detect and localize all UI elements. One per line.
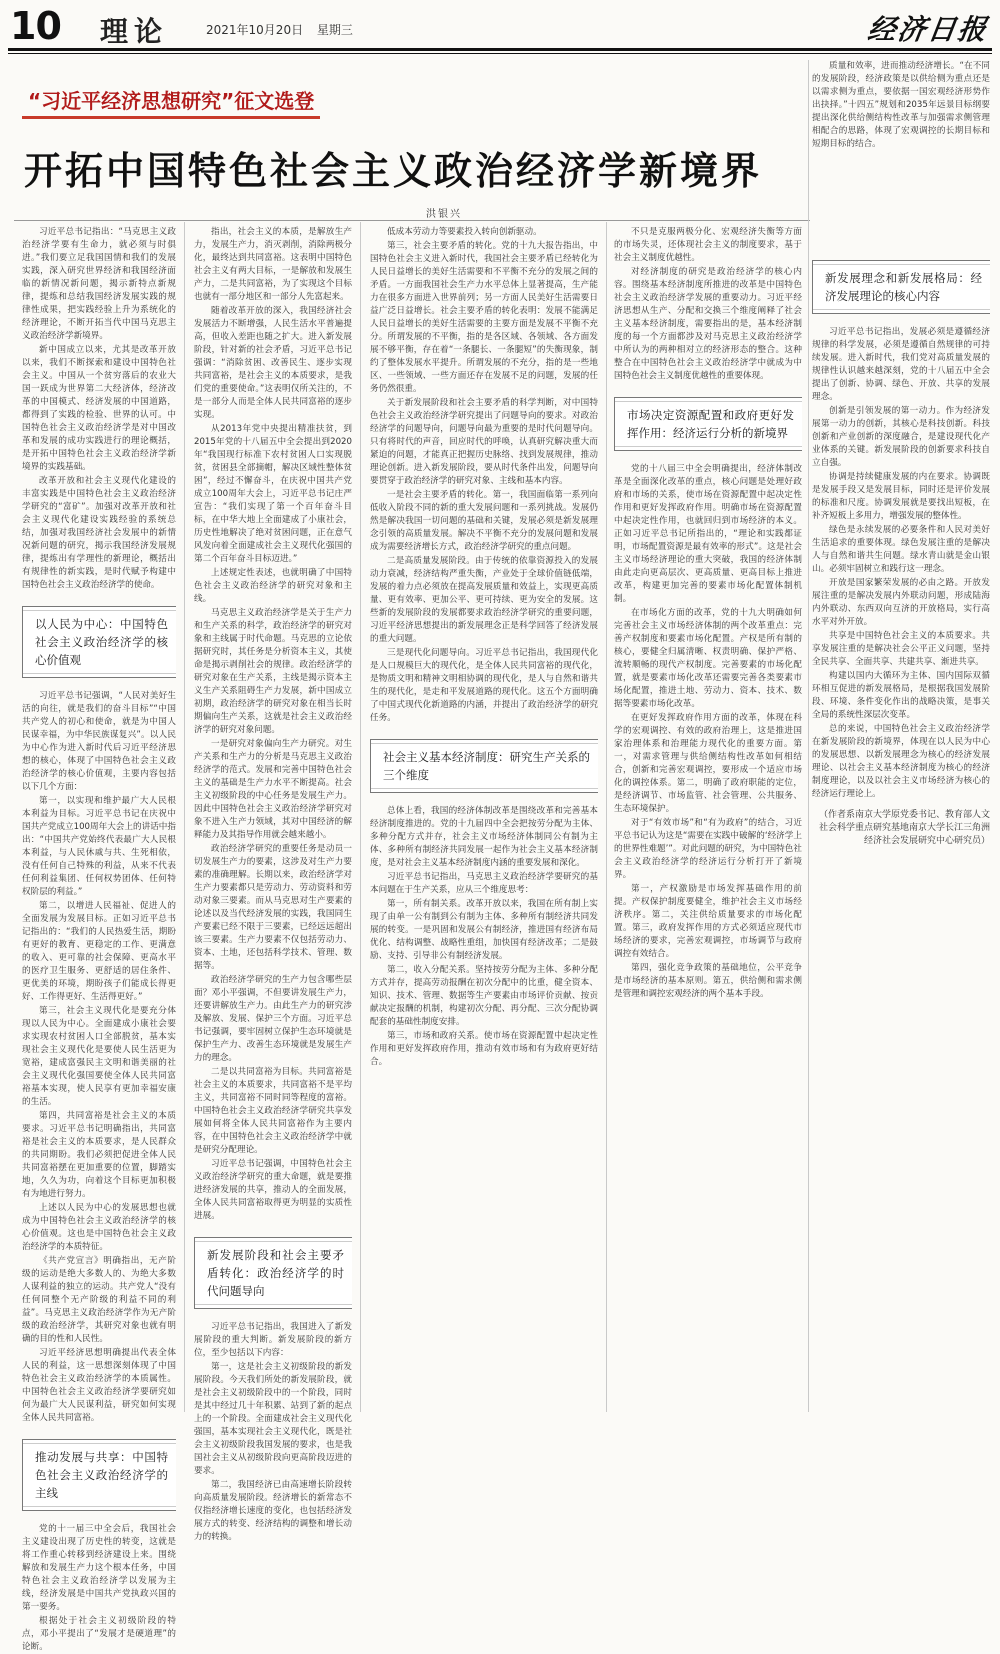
paragraph: 第三，社会主要矛盾的转化。党的十九大报告指出，中国特色社会主义进入新时代，我国社会主要矛盾已经转化为人民日益增长的美好生活需要和不平衡不充分的发展之间的矛盾。一方面我国社会生产力水平总体上显著提高，生产能力在很多方面进入世界前列；另一方面人民美好生活需要日益广泛日益增长。社会主要矛盾的转化表明：发展不能满足人民日益增长的美好生活需要的主要方面是发展不平衡不充分。所谓发展的不平衡，指的是各区域、各领域、各方面发展不够平衡，存在着“一条腿长、一条腿短”的失衡现象，制约了整体发展水平提升。所谓发展的不充分，指的是一些地区、一些领域、一些方面还存在发展不足的问题，发展的任务仍然很重。 (370, 241, 598, 394)
section-subhead: 新发展阶段和社会主要矛盾转化：政治经济学的时代问题导向 (194, 1237, 352, 1309)
paragraph: 习近平经济思想明确提出代表全体人民的利益，这一思想深刻体现了中国特色社会主义政治经济学的本质属性。中国特色社会主义政治经济学要研究如何为最广大人民谋利益，研究如何实现全体人民共同富裕。 (22, 1348, 176, 1423)
column-divider (808, 60, 809, 1412)
paragraph: 总的来说，中国特色社会主义政治经济学在新发展阶段的新境界，体现在以人民为中心的发展思想、以新发展理念为核心的经济发展理论、以社会主义基本经济制度为核心的经济制度理论，以及以社会主义市场经济为核心的经济运行理论上。 (812, 724, 990, 799)
paragraph: 一是研究对象偏向生产力研究。对生产关系和生产力的分析是马克思主义政治经济学的范式。发展和完善中国特色社会主义的基础是生产力水平不断提高。社会主义初级阶段的中心任务是发展生产力。因此中国特色社会主义政治经济学研究对象不进入生产力领域，其对中国经济的解释能力及其指导作用就会越来越小。 (194, 739, 352, 840)
text-column-4 (614, 226, 802, 1412)
paragraph: 质量和效率，进而推动经济增长。“在不同的发展阶段，经济政策是以供给侧为重点还是以需求侧为重点，要依据一国宏观经济形势作出抉择。”十四五”规划和2035年远景目标纲要提出深化供给侧结构性改革与加强需求侧管理相配合的思路，体现了宏观调控的长期目标和短期目标的结合。 (812, 61, 990, 149)
paragraph: 在更好发挥政府作用方面的改革，体现在科学的宏观调控、有效的政府治理上，这是推进国家治理体系和治理能力现代化的重要方面。第一，对需求管理与供给侧结构性改革如何相结合，创新和完善宏观调控，要形成一个适应市场化的调控体系。第二，明确了政府职能的定位，是经济调节、市场监管、社会管理、公共服务、生态环境保护。 (614, 713, 802, 814)
paragraph: 《共产党宣言》明确指出，无产阶级的运动是绝大多数人的、为绝大多数人谋利益的独立的运动。共产党人“没有任何同整个无产阶级的利益不同的利益”。马克思主义政治经济学作为无产阶级的政治经济学，其研究对象也就有明确的目的性和人民性。 (22, 1256, 176, 1344)
paragraph: 二是以共同富裕为目标。共同富裕是社会主义的本质要求，共同富裕不是平均主义，共同富裕不同时同等程度的富裕。中国特色社会主义政治经济学研究共享发展如何将全体人民共同富裕作为主要内容，在中国特色社会主义政治经济学中就是研究分配理论。 (194, 1067, 352, 1155)
issue-date-line (206, 21, 363, 38)
paragraph: 协调是持续健康发展的内在要求。协调既是发展手段又是发展目标，同时还是评价发展的标准和尺度。协调发展就是要找出短板，在补齐短板上多用力，增强发展的整体性。 (812, 472, 990, 521)
newspaper-logo: 经济日报 (865, 13, 991, 46)
paragraph: 马克思主义政治经济学是关于生产力和生产关系的科学，政治经济学的研究对象和主线属于时代命题。马克思的立论依据研究时，其任务是分析资本主义，其使命是揭示剥削社会的规律。政治经济学的研究对象在生产关系，主线是揭示资本主义生产关系阻碍生产力发展，新中国成立初期，政治经济学的研究对象在相当长时期偏向生产关系，这就是社会主义政治经济学的研究对象问题。 (194, 608, 352, 735)
section-subhead: 社会主义基本经济制度：研究生产关系的三个维度 (370, 739, 598, 793)
section-name: 理论 (100, 15, 169, 48)
column-divider (606, 222, 607, 1412)
paragraph: 改革开放和社会主义现代化建设的丰富实践是中国特色社会主义政治经济学研究的“富矿”。加强对改革开放和社会主义现代化建设实践经验的系统总结，加强对我国经济社会发展中的新情况新问题的研究，揭示我国经济发展规律，提炼出有学理性的新理论，概括出有规律性的新实践，是时代赋予构建中国特色社会主义政治经济学的使命。 (22, 476, 176, 590)
masthead-rule (8, 48, 992, 51)
section-subhead: 新发展理念和新发展格局：经济发展理论的核心内容 (812, 260, 990, 314)
paragraph: 共享是中国特色社会主义的本质要求。共享发展注重的是解决社会公平正义问题，坚持全民共享、全面共享、共建共享、渐进共享。 (812, 631, 990, 667)
paragraph: 第一，这是社会主义初级阶段的新发展阶段。今天我们所处的新发展阶段，就是社会主义初级阶段中的一个阶段，同时是其中经过几十年积累、站到了新的起点上的一个阶段。全面建成社会主义现代化强国，基本实现社会主义现代化，既是社会主义初级阶段我国发展的要求，也是我国社会主义从初级阶段向更高阶段迈进的要求。 (194, 1362, 352, 1476)
paragraph: 上述规定性表述，也就明确了中国特色社会主义政治经济学的研究对象和主线。 (194, 568, 352, 604)
paragraph: 第四，强化竞争政策的基础地位，公平竞争是市场经济的基本原则。第五，供给侧和需求侧是管理和调控宏观经济的两个基本手段。 (614, 963, 802, 999)
paragraph: 习近平总书记指出，我国进入了新发展阶段的重大判断。新发展阶段的新方位，至少包括以下内容： (194, 1322, 352, 1358)
paragraph: 习近平总书记指出，发展必须是遵循经济规律的科学发展，必须是遵循自然规律的可持续发展。进入新时代，我们党对高质量发展的规律性认识越来越深刻，党的十八届五中全会提出了创新、协调、绿色、开放、共享的发展理念。 (812, 327, 990, 402)
section-subhead: 推动发展与共享：中国特色社会主义政治经济学的主线 (22, 1439, 176, 1511)
paragraph: 第一，以实现和维护最广大人民根本利益为目标。习近平总书记在庆祝中国共产党成立100周年大会上的讲话中指出：“中国共产党始终代表最广大人民根本利益，与人民休戚与共、生死相依，没有任何自己特殊的利益，从来不代表任何利益集团、任何权势团体、任何特权阶层的利益。” (22, 796, 176, 897)
paragraph: 在市场化方面的改革，党的十九大明确如何完善社会主义市场经济体制的两个改革重点：完善产权制度和要素市场化配置。产权是所有制的核心，要健全归属清晰、权责明确、保护严格、流转顺畅的现代产权制度。完善要素的市场化配置，就是要素市场化改革还需要完善各类要素市场化配置，推进土地、劳动力、资本、技术、数据等要素市场化改革。 (614, 608, 802, 709)
paragraph: 党的十八届三中全会明确提出，经济体制改革是全面深化改革的重点，核心问题是处理好政府和市场的关系，使市场在资源配置中起决定性作用和更好发挥政府作用。明确市场在资源配置中起决定性作用，也就回归到市场经济的本义。正如习近平总书记所指出的，“理论和实践都证明，市场配置资源是最有效率的形式”。这是社会主义市场经济理论的重大突破，我国的经济体制由此走向更高层次、更高质量、更高目标上推进改革，构建更加完善的要素市场化配置体制机制。 (614, 464, 802, 604)
article-byline: 洪银兴 (426, 209, 462, 220)
paragraph: 低成本劳动力等要素投入转向创新驱动。 (387, 227, 542, 237)
paragraph: 第一，产权激励是市场发挥基础作用的前提。产权保护制度要健全，维护社会主义市场经济秩序。第二，关注供给质量要求的市场化配置。第三，政府发挥作用的方式必须适应现代市场经济的要求，完善宏观调控，市场调节与政府调控有效结合。 (614, 884, 802, 959)
paragraph: 创新是引领发展的第一动力。作为经济发展第一动力的创新，其核心是科技创新。科技创新和产业创新的深度融合，是建设现代化产业体系的关键。新发展阶段的创新要求科技自立自强。 (812, 406, 990, 468)
paragraph: 总体上看，我国的经济体制改革是围绕改革和完善基本经济制度推进的。党的十九届四中全会把按劳分配为主体、多种分配方式并存，社会主义市场经济体制同公有制为主体、多种所有制经济共同发展一起作为社会主义基本经济制度，是对社会主义基本经济制度内涵的重要发展和深化。 (370, 806, 598, 868)
paragraph: 第四，共同富裕是社会主义的本质要求。习近平总书记明确指出，共同富裕是社会主义的本质要求，是人民群众的共同期盼。我们必须把促进全体人民共同富裕摆在更加重要的位置，脚踏实地，久久为功，向着这个目标更加积极有为地进行努力。 (22, 1111, 176, 1199)
paragraph: 习近平总书记强调，中国特色社会主义政治经济学研究的重大命题，就是要推进经济发展的共享，推动人的全面发展，全体人民共同富裕取得更为明显的实质性进展。 (194, 1159, 352, 1221)
paragraph: 一是社会主要矛盾的转化。第一，我国面临第一系列向低收入阶段不同的新的重大发展问题和一系列挑战。发展仍然是解决我国一切问题的基础和关键，发展必须是新发展理念引领的高质量发展。解决不平衡不充分的发展问题和发展成为需要经济增长方式，政治经济学研究的重点问题。 (370, 490, 598, 552)
text-column-3 (370, 226, 598, 1412)
paragraph: 对于“有效市场”和“有为政府”的结合，习近平总书记认为这是“需要在实践中破解的‘经济学上的世界性难题’”。对此问题的研究，为中国特色社会主义政治经济学的经济运行分析打开了新境界。 (614, 818, 802, 880)
paragraph: 关于新发展阶段和社会主要矛盾的科学判断，对中国特色社会主义政治经济学研究提出了问题导向的要求。对政治经济学的问题导向，问题导向最为重要的是时代问题导向。只有将时代的声音，回应时代的呼唤，认真研究解决重大而紧迫的问题，才能真正把握历史脉络、找到发展规律，推动理论创新。进入新发展阶段，要从时代条件出发，问题导向要贯穿于政治经济学的研究对象、主线和基本内容。 (370, 398, 598, 486)
issue-date: 2021年10月20日 (206, 23, 304, 37)
paragraph: 上述以人民为中心的发展思想也就成为中国特色社会主义政治经济学的核心价值观。这也是中国特色社会主义政治经济学的本质特征。 (22, 1203, 176, 1252)
paragraph: 政治经济学研究的重要任务是动员一切发展生产力的要素，这涉及对生产力要素的准确理解。长期以来，政治经济学对生产力要素都只是劳动力、劳动资料和劳动对象三要素。而从马克思对生产要素的论述以及当代经济发展的实践，我国同生产要素已经不限于三要素，已经远远超出该三要素。生产力要素不仅包括劳动力、资本、土地，还包括科学技术、管理、数据等。 (194, 844, 352, 971)
section-subhead: 以人民为中心：中国特色社会主义政治经济学的核心价值观 (22, 606, 176, 678)
paragraph: 根据处于社会主义初级阶段的特点，邓小平提出了“发展才是硬道理”的论断。 (22, 1616, 176, 1652)
paragraph: 第二，以增进人民福祉、促进人的全面发展为发展目标。正如习近平总书记指出的：“我们的人民热爱生活，期盼有更好的教育、更稳定的工作、更满意的收入、更可靠的社会保障、更高水平的医疗卫生服务、更舒适的居住条件、更优美的环境，期盼孩子们能成长得更好、工作得更好、生活得更好。” (22, 901, 176, 1002)
paragraph: 第二，收入分配关系。坚持按劳分配为主体、多种分配方式并存，提高劳动报酬在初次分配中的比重，健全资本、知识、技术、管理、数据等生产要素由市场评价贡献、按贡献决定报酬的机制，构建初次分配、再分配、三次分配协调配套的基础性制度安排。 (370, 965, 598, 1027)
text-column-2 (194, 226, 352, 1542)
paragraph: 习近平总书记强调，“人民对美好生活的向往，就是我们的奋斗目标”“中国共产党人的初心和使命，就是为中国人民谋幸福，为中华民族谋复兴”。以人民为中心作为进入新时代后习近平经济思想的核心，体现了中国特色社会主义政治经济学的核心价值观，主要内容包括以下几个方面： (22, 691, 176, 792)
masthead-rule-thin (8, 53, 992, 54)
column-divider (360, 222, 361, 1412)
author-note (812, 809, 990, 848)
masthead (8, 6, 992, 46)
paragraph: 新中国成立以来，尤其是改革开放以来，我们不断探索和建设中国特色社会主义。中国从一个贫穷落后的农业大国一跃成为世界第二大经济体，经济改革的中国模式、经济发展的中国道路，都得到了实践的检验、世界的认可。中国特色社会主义政治经济学是对中国改革和发展的成功实践进行的理论概括，是开拓中国特色社会主义政治经济学新境界的实践基础。 (22, 345, 176, 472)
text-column-1 (22, 226, 176, 1652)
paragraph: 对经济制度的研究是政治经济学的核心内容。围绕基本经济制度所推进的改革是中国特色社会主义政治经济学发展的重要动力。习近平经济思想从生产、分配和交换三个维度阐释了社会主义基本经济制度，需要指出的是，基本经济制度的每一个方面都涉及对马克思主义政治经济学中所认为的两种相对立的经济形态的整合。这种整合在中国特色社会主义政治经济学中就成为中国特色社会主义制度优越性的重要体现。 (614, 267, 802, 381)
paragraph: 第二，我国经济已由高速增长阶段转向高质量发展阶段。经济增长的新常态不仅指经济增长速度的变化，也包括经济发展方式的转变、经济结构的调整和增长动力的转换。 (194, 1480, 352, 1542)
paragraph: 随着改革开放的深入，我国经济社会发展活力不断增强，人民生活水平普遍提高，但收入差距也随之扩大。进入新发展阶段，针对新的社会矛盾，习近平总书记强调：“消除贫困、改善民生、逐步实现共同富裕，是社会主义的本质要求，是我们党的重要使命。”这表明仅所关注的，不是一部分人而是全体人民共同富裕的逐步实现。 (194, 306, 352, 420)
paragraph: 政治经济学研究的生产力包含哪些层面？邓小平强调，不但要讲发展生产力，还要讲解放生产力。由此生产力的研究涉及解放、发展、保护三个方面。习近平总书记强调，要牢固树立保护生态环境就是保护生产力、改善生态环境就是发展生产力的理念。 (194, 975, 352, 1063)
paragraph: 构建以国内大循环为主体、国内国际双循环相互促进的新发展格局，是根据我国发展阶段、环境、条件变化作出的战略决策，是事关全局的系统性深层次变革。 (812, 671, 990, 720)
paragraph: 三是现代化问题导向。习近平总书记指出，我国现代化是人口规模巨大的现代化，是全体人民共同富裕的现代化，是物质文明和精神文明相协调的现代化，是人与自然和谐共生的现代化，是走和平发展道路的现代化。这五个方面明确了中国式现代化新道路的内涵，并提出了政治经济学的研究任务。 (370, 648, 598, 723)
right-column-top (812, 60, 990, 222)
paragraph: 第三，社会主义现代化是要充分体现以人民为中心。全面建成小康社会要求实现农村贫困人口全部脱贫，基本实现社会主义现代化是要使人民生活更为宽裕，建成富强民主文明和谐美丽的社会主义现代化强国要使全体人民共同富裕基本实现，使人民享有更加幸福安康的生活。 (22, 1006, 176, 1107)
column-kicker: “习近平经济思想研究”征文选登 (22, 86, 320, 119)
paragraph: 不只是克服两极分化、宏观经济失衡等方面的市场失灵，还体现社会主义的制度要求，基于社会主义制度优越性。 (614, 227, 802, 263)
headline-divider (14, 220, 810, 221)
paragraph: 习近平总书记指出，马克思主义政治经济学要研究的基本问题在于生产关系，应从三个维度思考： (370, 872, 598, 895)
paragraph: 开放是国家繁荣发展的必由之路。开放发展注重的是解决发展内外联动问题，形成陆海内外联动、东西双向互济的开放格局，实行高水平对外开放。 (812, 578, 990, 627)
paragraph: 从2013年党中央提出精准扶贫，到2015年党的十八届五中全会提出到2020年“我国现行标准下农村贫困人口实现脱贫，贫困县全部摘帽，解决区域性整体贫困”，经过不懈奋斗，在庆祝中国共产党成立100周年大会上，习近平总书记庄严宣告：“我们实现了第一个百年奋斗目标，在中华大地上全面建成了小康社会，历史性地解决了绝对贫困问题，正在意气风发向着全面建成社会主义现代化强国的第二个百年奋斗目标迈进。” (194, 424, 352, 564)
column-divider (184, 222, 185, 1412)
page-number: 10 (10, 4, 61, 48)
paragraph: 二是高质量发展阶段。由于传统的依靠资源投入的发展动力衰减，经济结构严重失衡，产业处于全球价值链低端，发展的着力点必须放在提高发展质量和效益上，实现更高质量、更有效率、更加公平、更可持续、更为安全的发展。这些新的发展阶段的发展都要求政治经济学研究的重要问题，习近平经济思想提出的新发展理念正是科学回答了经济发展的重大问题。 (370, 556, 598, 644)
author-affiliation: （作者系南京大学原党委书记、教育部人文社会科学重点研究基地南京大学长江三角洲经济社会发展研究中心研究员） (818, 810, 990, 846)
paragraph: 习近平总书记指出：“马克思主义政治经济学要有生命力，就必须与时俱进。”我们要立足我国国情和我们的发展实践，深入研究世界经济和我国经济面临的新情况新问题，揭示新特点新规律，提炼和总结我国经济发展实践的规律性成果，把实践经验上升为系统化的经济理论，不断开拓当代中国马克思主义政治经济学新境界。 (22, 227, 176, 341)
section-subhead: 市场决定资源配置和政府更好发挥作用：经济运行分析的新境界 (614, 397, 802, 451)
issue-weekday: 星期三 (316, 23, 353, 37)
text-column-5 (812, 226, 990, 1412)
paragraph: 绿色是永续发展的必要条件和人民对美好生活追求的重要体现。绿色发展注重的是解决人与自然和谐共生问题。绿水青山就是金山银山。必须牢固树立和践行这一理念。 (812, 525, 990, 574)
paragraph: 第三，市场和政府关系。使市场在资源配置中起决定性作用和更好发挥政府作用，推动有效市场和有为政府更好结合。 (370, 1031, 598, 1067)
paragraph: 第一，所有制关系。改革开放以来，我国在所有制上实现了由单一公有制到公有制为主体、多种所有制经济共同发展的转变。一是巩固和发展公有制经济，推进国有经济布局优化、结构调整、战略性重组，加快国有经济改革；二是鼓励、支持、引导非公有制经济发展。 (370, 899, 598, 961)
paragraph: 党的十一届三中全会后，我国社会主义建设出现了历史性的转变，这就是将工作重心转移到经济建设上来。围绕解放和发展生产力这个根本任务，中国特色社会主义政治经济学以发展为主线，经济发展是中国共产党执政兴国的第一要务。 (22, 1524, 176, 1612)
article-headline: 开拓中国特色社会主义政治经济学新境界 (24, 149, 763, 193)
paragraph: 指出，社会主义的本质，是解放生产力，发展生产力，消灭剥削，消除两极分化，最终达到共同富裕。这表明中国特色社会主义有两大目标，一是解放和发展生产力，二是共同富裕，为了实现这个目标也就有一部分地区和一部分人先富起来。 (194, 227, 352, 302)
